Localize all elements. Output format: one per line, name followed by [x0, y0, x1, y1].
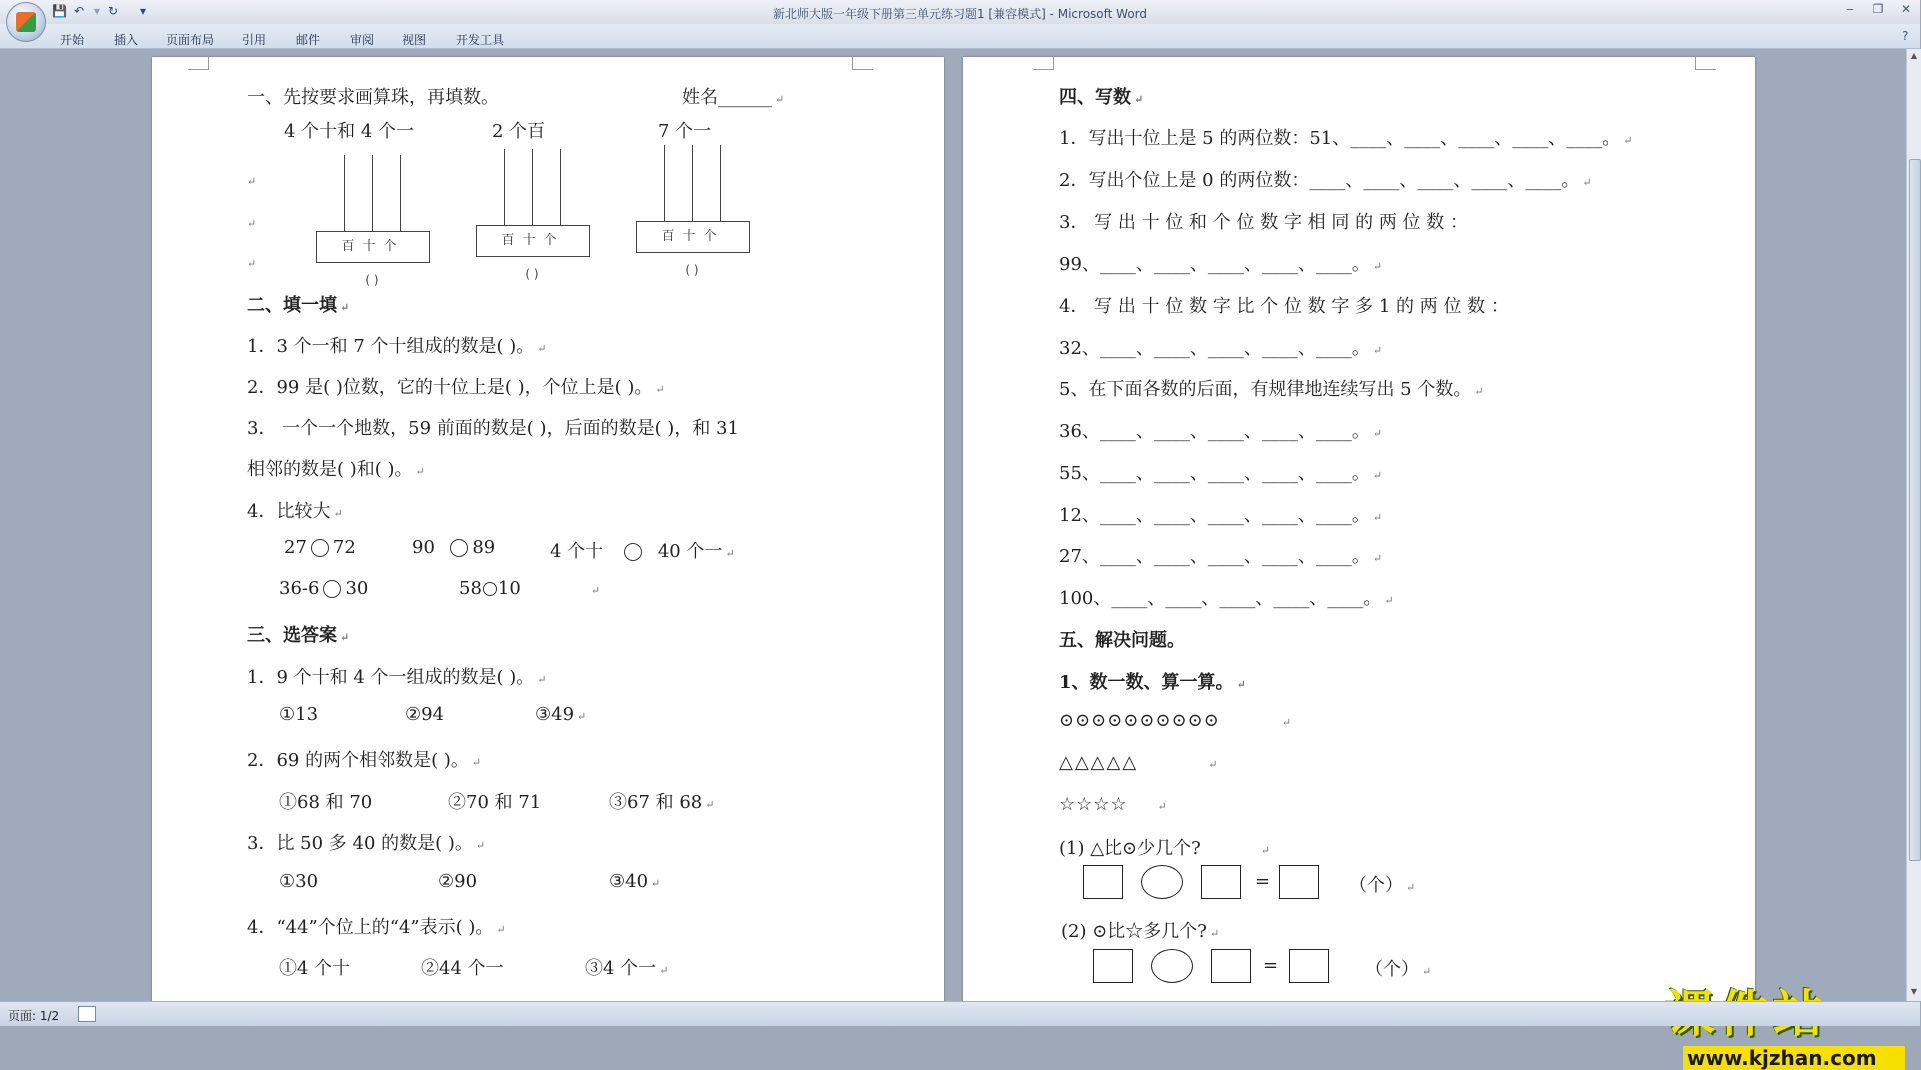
result-box[interactable]	[1289, 949, 1329, 983]
abacus-rod	[504, 149, 505, 225]
choice-option[interactable]: ②94	[405, 704, 445, 725]
compare-circle[interactable]	[450, 539, 468, 557]
abacus-answer[interactable]: ( )	[525, 267, 539, 281]
abacus-rod	[532, 149, 533, 225]
write-question-5: 5、在下面各数的后面，有规律地连续写出 5 个数。 ↵	[1059, 379, 1484, 400]
question-2-3a: 3． 一个一个地数，59 前面的数是( )，后面的数是( )，和 31	[247, 418, 739, 439]
sub-question-1: (1) △比⊙少几个? ↵	[1059, 838, 1271, 859]
write-question-3b: 99、____、____、____、____、____。 ↵	[1059, 254, 1383, 275]
choice-option[interactable]: ①68 和 70	[279, 792, 373, 813]
choice-option[interactable]: ①13	[279, 704, 319, 725]
margin-mark	[188, 57, 209, 70]
abacus-label-2: 2 个百	[492, 121, 546, 142]
abacus-label-3: 7 个一	[658, 121, 712, 142]
sequence-row[interactable]: 100、____、____、____、____、____。 ↵	[1059, 588, 1394, 609]
name-label: 姓名______	[682, 87, 772, 108]
compare-b: 72	[332, 537, 356, 558]
choice-option[interactable]: ②44 个一	[421, 958, 504, 979]
abacus-rod	[720, 145, 721, 221]
tab-view[interactable]: 视图	[402, 33, 427, 47]
choice-question-1: 1．9 个十和 4 个一组成的数是( )。 ↵	[247, 667, 547, 688]
compare-a: 27	[284, 537, 307, 558]
tab-home[interactable]: 开始	[60, 33, 85, 47]
section-5-title: 五、解决问题。	[1059, 630, 1185, 651]
section-1-text: 一、先按要求画算珠，再填数。	[247, 87, 499, 108]
paragraph-mark: ↵	[775, 93, 785, 106]
restore-button[interactable]: ❐	[1872, 2, 1884, 16]
choice-option[interactable]: ③49 ↵	[535, 704, 587, 725]
equals-sign: =	[1255, 871, 1271, 892]
abacus-base: 百十个	[636, 221, 750, 253]
choice-question-3: 3．比 50 多 40 的数是( )。 ↵	[247, 833, 486, 854]
abacus-base: 百十个	[476, 225, 590, 257]
compare-row-4	[279, 578, 368, 599]
problem-1-title: 1、数一数、算一算。 ↵	[1059, 672, 1246, 693]
abacus-answer[interactable]: ( )	[685, 263, 699, 277]
choice-option[interactable]: ③40 ↵	[609, 871, 661, 892]
compare-b: 30	[345, 578, 369, 599]
abacus-rod	[400, 155, 401, 231]
choice-option[interactable]: ①4 个十	[279, 958, 351, 979]
paragraph-mark: ↵	[247, 217, 257, 230]
office-logo-icon	[16, 12, 36, 32]
equals-sign: =	[1263, 955, 1279, 976]
choice-question-4: 4．“44”个位上的“4”表示( )。 ↵	[247, 917, 506, 938]
office-button[interactable]	[6, 2, 46, 42]
compare-circle[interactable]	[311, 539, 329, 557]
answer-box[interactable]	[1083, 865, 1123, 899]
tab-insert[interactable]: 插入	[114, 33, 139, 47]
question-2-4: 4．比较大 ↵	[247, 501, 343, 522]
separator: ▾	[94, 4, 101, 18]
document-page-2[interactable]	[963, 57, 1755, 1017]
window-title: 新北师大版一年级下册第三单元练习题1 [兼容模式] - Microsoft Word	[772, 7, 1148, 21]
question-2-1: 1．3 个一和 7 个十组成的数是( )。 ↵	[247, 336, 547, 357]
dots-row: ⊙⊙⊙⊙⊙⊙⊙⊙⊙⊙ ↵	[1059, 710, 1293, 731]
answer-box[interactable]	[1093, 949, 1133, 983]
abacus-answer[interactable]: ( )	[365, 273, 379, 287]
answer-box[interactable]	[1211, 949, 1251, 983]
abacus-rod	[344, 155, 345, 231]
scroll-up-icon[interactable]: ▲	[1910, 51, 1918, 60]
sub-question-2: (2) ⊙比☆多几个? ↵	[1061, 921, 1220, 942]
vertical-scrollbar[interactable]	[1906, 49, 1921, 1001]
tab-developer[interactable]: 开发工具	[456, 33, 505, 47]
compare-row-3: 4 个十 40 个一 ↵	[550, 541, 735, 562]
triangles-row: △△△△△ ↵	[1059, 752, 1220, 773]
section-3-title: 三、选答案 ↵	[247, 625, 350, 646]
compare-a: 90	[412, 537, 435, 558]
margin-mark	[852, 57, 873, 70]
choice-option[interactable]: ②70 和 71	[448, 792, 542, 813]
question-2-2: 2．99 是( )位数，它的十位上是( )，个位上是( )。 ↵	[247, 377, 665, 398]
compare-row-5: 58 10 ↵	[459, 578, 601, 599]
proofing-icon[interactable]	[78, 1006, 96, 1022]
write-question-1: 1．写出十位上是 5 的两位数：51、____、____、____、____、____。 ↵	[1059, 128, 1633, 149]
choice-option[interactable]: ③67 和 68 ↵	[609, 792, 715, 813]
sequence-row[interactable]: 36、____、____、____、____、____。 ↵	[1059, 421, 1383, 442]
tab-page-layout[interactable]: 页面布局	[166, 33, 215, 47]
sequence-row[interactable]: 12、____、____、____、____、____。 ↵	[1059, 505, 1383, 526]
abacus-base: 百十个	[316, 231, 430, 263]
abacus-label-1: 4 个十和 4 个一	[284, 121, 415, 142]
compare-circle[interactable]	[624, 543, 642, 561]
help-icon[interactable]: ?	[1902, 29, 1909, 43]
compare-a: 58	[459, 578, 482, 599]
result-box[interactable]	[1279, 865, 1319, 899]
margin-mark	[1033, 57, 1054, 70]
compare-row-2	[412, 537, 495, 558]
unit-label: （个） ↵	[1349, 875, 1416, 896]
compare-b: 10	[497, 578, 521, 599]
compare-row-1	[284, 537, 356, 558]
tab-review[interactable]: 审阅	[350, 33, 375, 47]
abacus-rod	[664, 145, 665, 221]
compare-a: 36-6	[279, 578, 320, 599]
customize-qat-button[interactable]: ▾	[140, 4, 147, 18]
page-count[interactable]: 页面: 1/2	[8, 1009, 60, 1023]
scrollbar-thumb[interactable]	[1909, 159, 1921, 861]
compare-circle[interactable]	[323, 580, 341, 598]
document-page-1[interactable]	[152, 57, 944, 1017]
title-bar	[0, 0, 1920, 24]
watermark-url: www.kjzhan.com	[1683, 1046, 1905, 1070]
question-2-3b: 相邻的数是( )和( )。 ↵	[247, 459, 425, 480]
compare-circle[interactable]	[483, 582, 497, 596]
tab-mailings[interactable]: 邮件	[296, 33, 321, 47]
write-question-4a: 4． 写 出 十 位 数 字 比 个 位 数 字 多 1 的 两 位 数 ：	[1059, 296, 1509, 317]
margin-mark	[1695, 57, 1716, 70]
redo-icon[interactable]: ↻	[108, 4, 119, 18]
close-button[interactable]: ✕	[1900, 2, 1912, 16]
operator-circle[interactable]	[1141, 865, 1183, 899]
section-4-title: 四、写数 ↵	[1059, 87, 1144, 108]
paragraph-mark: ↵	[247, 175, 257, 188]
choice-option[interactable]: ③4 个一 ↵	[585, 958, 669, 979]
write-question-4b: 32、____、____、____、____、____。 ↵	[1059, 338, 1383, 359]
choice-question-2: 2．69 的两个相邻数是( )。 ↵	[247, 750, 482, 771]
undo-icon[interactable]: ↶	[74, 4, 85, 18]
compare-b: 89	[472, 537, 496, 558]
unit-label: （个） ↵	[1365, 959, 1432, 980]
write-question-2: 2．写出个位上是 0 的两位数：____、____、____、____、____。 ↵	[1059, 170, 1592, 191]
sequence-row[interactable]: 55、____、____、____、____、____。 ↵	[1059, 463, 1383, 484]
compare-b: 40 个一	[657, 541, 723, 562]
minimize-button[interactable]: ‒	[1846, 2, 1854, 16]
choice-option[interactable]: ①30	[279, 871, 319, 892]
paragraph-mark: ↵	[247, 257, 257, 270]
abacus-rod	[372, 155, 373, 231]
save-icon[interactable]: 💾	[52, 4, 67, 18]
stars-row: ☆☆☆☆ ↵	[1059, 794, 1168, 815]
abacus-rod	[560, 149, 561, 225]
abacus-rod	[692, 145, 693, 221]
scroll-down-icon[interactable]: ▼	[1910, 987, 1918, 996]
operator-circle[interactable]	[1151, 949, 1193, 983]
section-1-title[interactable]	[247, 83, 499, 109]
status-bar	[0, 1001, 1920, 1026]
sequence-row[interactable]: 27、____、____、____、____、____。 ↵	[1059, 546, 1383, 567]
compare-a: 4 个十	[550, 541, 604, 562]
write-question-3a: 3． 写 出 十 位 和 个 位 数 字 相 同 的 两 位 数 ：	[1059, 212, 1468, 233]
ribbon-tabs	[0, 24, 1920, 49]
answer-box[interactable]	[1201, 865, 1241, 899]
section-2-title: 二、填一填 ↵	[247, 295, 350, 316]
name-field[interactable]	[682, 83, 784, 109]
tab-references[interactable]: 引用	[242, 33, 267, 47]
choice-option[interactable]: ②90	[438, 871, 478, 892]
